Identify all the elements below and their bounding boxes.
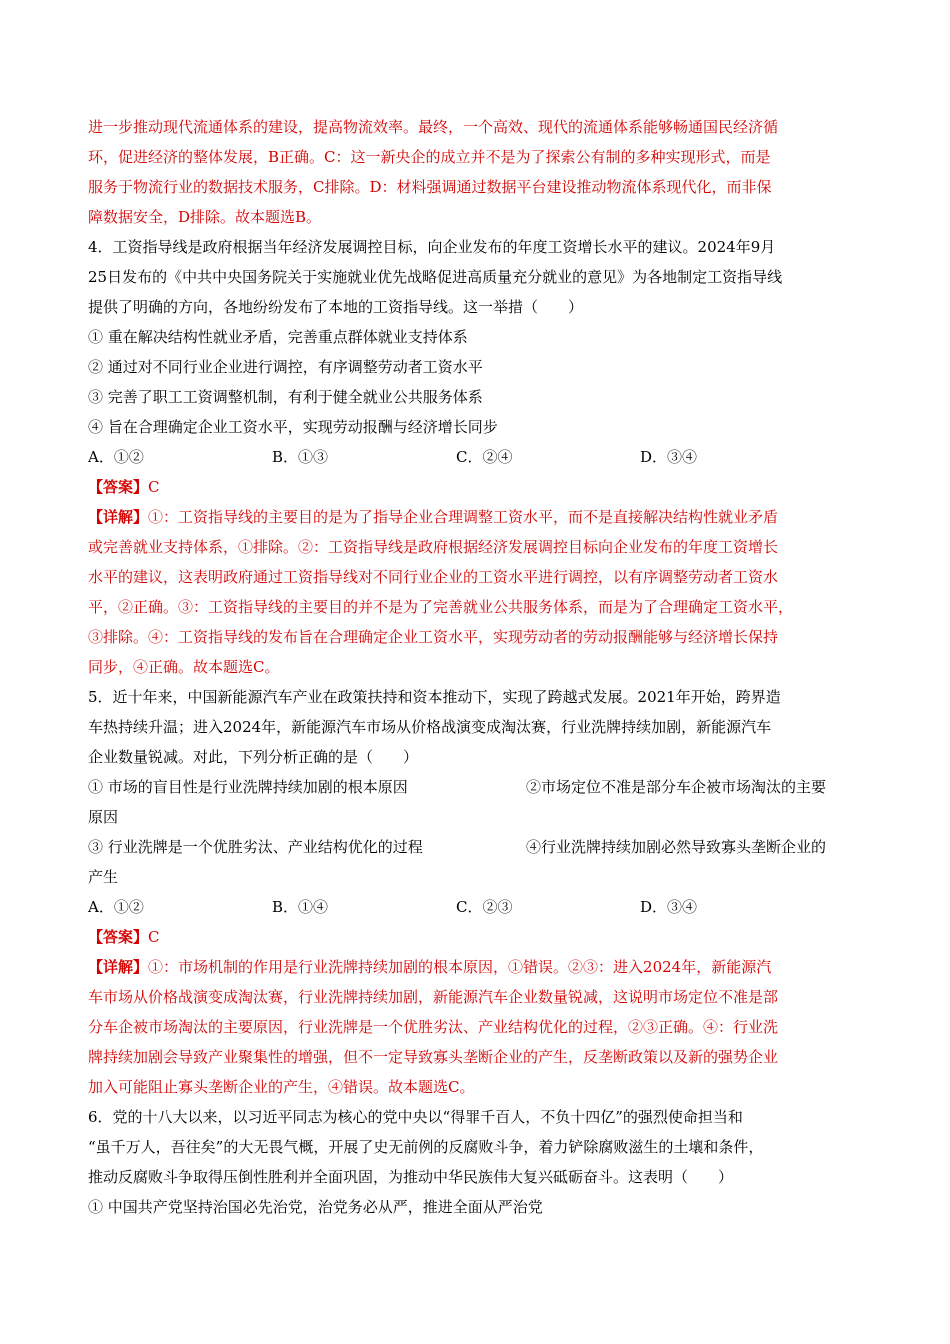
statement-row xyxy=(88,862,866,892)
option-a: A．①② xyxy=(88,448,144,466)
question-stem-line: 4．工资指导线是政府根据当年经济发展调控目标，向企业发布的年度工资增长水平的建议。2024年9月 xyxy=(88,238,776,256)
previous-explanation xyxy=(88,112,866,232)
answer-label: 【答案】 xyxy=(88,928,149,946)
statement: ④ 旨在合理确定企业工资水平，实现劳动报酬与经济增长同步 xyxy=(88,418,498,436)
option-a: A．①② xyxy=(88,898,144,916)
question-stem-line: 推动反腐败斗争取得压倒性胜利并全面巩固，为推动中华民族伟大复兴砥砺奋斗。这表明（ ） xyxy=(88,1168,734,1186)
detail-text: ①：市场机制的作用是行业洗牌持续加剧的根本原因，①错误。②③：进入2024年，新能源汽 xyxy=(148,958,772,976)
page-content xyxy=(88,112,866,1222)
detail-line xyxy=(88,502,866,532)
option-b: B．①③ xyxy=(272,448,329,466)
question-stem-line: 6．党的十八大以来，以习近平同志为核心的党中央以“得罪千百人，不负十四亿”的强烈使命担当和 xyxy=(88,1108,743,1126)
detail-block xyxy=(88,502,866,682)
detail-line: 车市场从价格战演变成淘汰赛，行业洗牌持续加剧，新能源汽车企业数量锐减，这说明市场定位不准是部 xyxy=(88,988,779,1006)
detail-line: ③排除。④：工资指导线的发布旨在合理确定企业工资水平，实现劳动者的劳动报酬能够与经济增长保持 xyxy=(88,628,779,646)
explanation-line: 障数据安全，D排除。故本题选B。 xyxy=(88,208,322,226)
statement: ③ 完善了职工工资调整机制，有利于健全就业公共服务体系 xyxy=(88,388,483,406)
question-stem-line: 5．近十年来，中国新能源汽车产业在政策扶持和资本推动下，实现了跨越式发展。2021年开始，跨界造 xyxy=(88,688,781,706)
statement: ③ 行业洗牌是一个优胜劣汰、产业结构优化的过程 xyxy=(88,838,423,856)
detail-line xyxy=(88,952,866,982)
statement: ① 市场的盲目性是行业洗牌持续加剧的根本原因 xyxy=(88,778,408,796)
statement: ① 中国共产党坚持治国必先治党，治党务必从严，推进全面从严治党 xyxy=(88,1198,543,1216)
option-d: D．③④ xyxy=(640,448,698,466)
answer-value: C xyxy=(148,478,160,496)
detail-block xyxy=(88,952,866,1102)
option-c: C．②④ xyxy=(456,448,513,466)
answer-options xyxy=(88,442,866,472)
answer-label: 【答案】 xyxy=(88,478,149,496)
option-d: D．③④ xyxy=(640,898,698,916)
statement: 产生 xyxy=(88,868,119,886)
answer-options xyxy=(88,892,866,922)
statement: ②市场定位不准是部分车企被市场淘汰的主要 xyxy=(526,778,827,796)
question-stem-line: “虽千万人，吾往矣”的大无畏气概，开展了史无前例的反腐败斗争，着力铲除腐败滋生的土壤和条件， xyxy=(88,1138,764,1156)
statement: 原因 xyxy=(88,808,119,826)
statement-row xyxy=(88,832,866,862)
option-c: C．②③ xyxy=(456,898,513,916)
detail-line: 分车企被市场淘汰的主要原因，行业洗牌是一个优胜劣汰、产业结构优化的过程，②③正确。④：行业洗 xyxy=(88,1018,779,1036)
question-6 xyxy=(88,1102,866,1222)
detail-line: 平，②正确。③：工资指导线的主要目的并不是为了完善就业公共服务体系，而是为了合理确定工资水平， xyxy=(88,598,794,616)
detail-line: 加入可能阻止寡头垄断企业的产生，④错误。故本题选C。 xyxy=(88,1078,475,1096)
answer-value: C xyxy=(148,928,160,946)
explanation-line: 环，促进经济的整体发展，B正确。C：这一新央企的成立并不是为了探索公有制的多种实现形式，而是 xyxy=(88,148,771,166)
detail-label: 【详解】 xyxy=(88,508,149,526)
detail-label: 【详解】 xyxy=(88,958,149,976)
answer-line xyxy=(88,472,866,502)
detail-line: 牌持续加剧会导致产业聚集性的增强，但不一定导致寡头垄断企业的产生，反垄断政策以及新的强势企业 xyxy=(88,1048,779,1066)
question-stem-line: 25日发布的《中共中央国务院关于实施就业优先战略促进高质量充分就业的意见》为各地制定工资指导线 xyxy=(88,268,783,286)
question-4 xyxy=(88,232,866,682)
statement-row xyxy=(88,772,866,802)
statement: ② 通过对不同行业企业进行调控，有序调整劳动者工资水平 xyxy=(88,358,483,376)
statement-row xyxy=(88,802,866,832)
explanation-line: 进一步推动现代流通体系的建设，提高物流效率。最终，一个高效、现代的流通体系能够畅通国民经济循 xyxy=(88,118,779,136)
answer-line xyxy=(88,922,866,952)
detail-line: 水平的建议，这表明政府通过工资指导线对不同行业企业的工资水平进行调控，以有序调整劳动者工资水 xyxy=(88,568,779,586)
detail-line: 或完善就业支持体系，①排除。②：工资指导线是政府根据经济发展调控目标向企业发布的年度工资增长 xyxy=(88,538,779,556)
detail-text: ①：工资指导线的主要目的是为了指导企业合理调整工资水平，而不是直接解决结构性就业矛盾 xyxy=(148,508,779,526)
question-5 xyxy=(88,682,866,1102)
question-stem-line: 车热持续升温；进入2024年，新能源汽车市场从价格战演变成淘汰赛，行业洗牌持续加剧，新能源汽车 xyxy=(88,718,772,736)
question-stem-line: 提供了明确的方向，各地纷纷发布了本地的工资指导线。这一举措（ ） xyxy=(88,298,584,316)
option-b: B．①④ xyxy=(272,898,329,916)
detail-line: 同步，④正确。故本题选C。 xyxy=(88,658,280,676)
question-stem-line: 企业数量锐减。对此，下列分析正确的是（ ） xyxy=(88,748,419,766)
explanation-line: 服务于物流行业的数据技术服务，C排除。D：材料强调通过数据平台建设推动物流体系现代化，而非保 xyxy=(88,178,772,196)
statement: ④行业洗牌持续加剧必然导致寡头垄断企业的 xyxy=(526,838,827,856)
statement: ① 重在解决结构性就业矛盾，完善重点群体就业支持体系 xyxy=(88,328,468,346)
